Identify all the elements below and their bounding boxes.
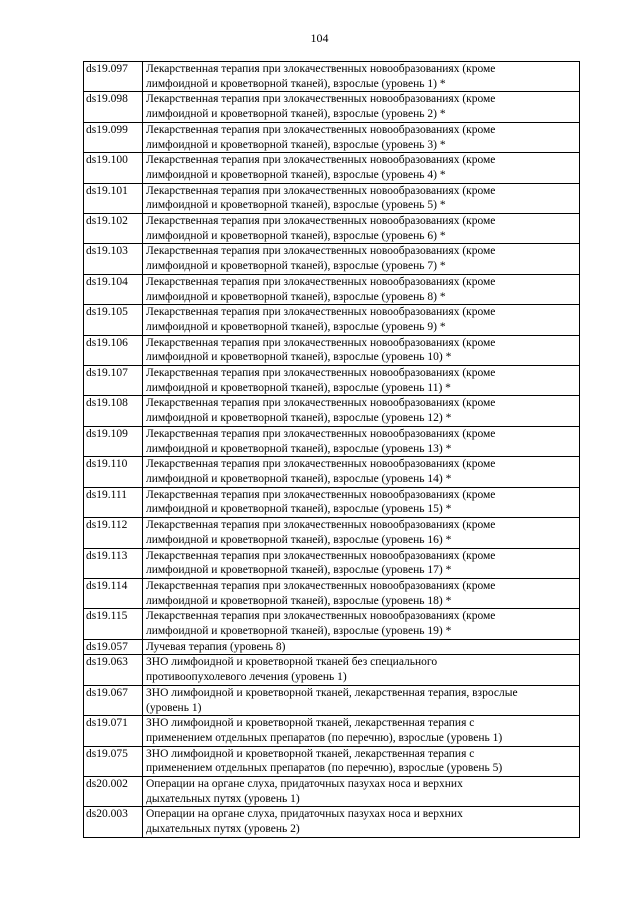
description-line: лимфоидной и кроветворной тканей), взрослые (уровень 3) *: [146, 138, 446, 151]
row-description: [143, 746, 580, 776]
description-line: лимфоидной и кроветворной тканей), взрослые (уровень 9) *: [146, 320, 446, 333]
row-code: ds19.067: [84, 685, 143, 715]
table-row: [84, 685, 580, 715]
table-row: [84, 609, 580, 639]
description-line: лимфоидной и кроветворной тканей), взрослые (уровень 15) *: [146, 503, 452, 516]
table-row: [84, 305, 580, 335]
row-description: [143, 183, 580, 213]
row-description: [143, 62, 580, 92]
description-line: лимфоидной и кроветворной тканей), взрослые (уровень 1) *: [146, 77, 446, 90]
description-line: Лекарственная терапия при злокачественных новообразованиях (кроме: [146, 63, 496, 75]
description-line: Лекарственная терапия при злокачественных новообразованиях (кроме: [146, 184, 496, 197]
codes-table: [83, 61, 580, 838]
row-description: [143, 639, 580, 655]
description-line: лимфоидной и кроветворной тканей), взрослые (уровень 17) *: [146, 564, 452, 577]
row-code: ds19.100: [84, 153, 143, 183]
description-line: Лекарственная терапия при злокачественных новообразованиях (кроме: [146, 306, 496, 319]
description-line: лимфоидной и кроветворной тканей), взрослые (уровень 10) *: [146, 351, 452, 364]
table-row: [84, 716, 580, 746]
row-description: [143, 335, 580, 365]
description-line: Лекарственная терапия при злокачественных новообразованиях (кроме: [146, 519, 496, 532]
description-line: ЗНО лимфоидной и кроветворной тканей, лекарственная терапия с: [146, 717, 475, 730]
row-description: [143, 548, 580, 578]
row-description: [143, 457, 580, 487]
table-row: [84, 807, 580, 837]
description-line: Лекарственная терапия при злокачественных новообразованиях (кроме: [146, 215, 496, 228]
description-line: Лекарственная терапия при злокачественных новообразованиях (кроме: [146, 397, 496, 410]
table-row: [84, 274, 580, 304]
description-line: ЗНО лимфоидной и кроветворной тканей, лекарственная терапия с: [146, 747, 475, 760]
row-code: ds19.098: [84, 92, 143, 122]
description-line: Операции на органе слуха, придаточных пазухах носа и верхних: [146, 808, 463, 821]
row-description: [143, 244, 580, 274]
description-line: противоопухолевого лечения (уровень 1): [146, 671, 347, 684]
row-description: [143, 807, 580, 837]
row-description: [143, 153, 580, 183]
description-line: Лекарственная терапия при злокачественных новообразованиях (кроме: [146, 427, 496, 440]
description-line: Лучевая терапия (уровень 8): [146, 640, 286, 653]
description-line: Лекарственная терапия при злокачественных новообразованиях (кроме: [146, 610, 496, 623]
description-line: лимфоидной и кроветворной тканей), взрослые (уровень 11) *: [146, 381, 451, 394]
row-description: [143, 305, 580, 335]
row-code: ds19.099: [84, 122, 143, 152]
table-row: [84, 335, 580, 365]
page-number: 104: [310, 31, 329, 45]
row-description: [143, 366, 580, 396]
row-code: ds19.071: [84, 716, 143, 746]
description-line: ЗНО лимфоидной и кроветворной тканей без специального: [146, 656, 438, 669]
description-line: лимфоидной и кроветворной тканей), взрослые (уровень 7) *: [146, 260, 446, 273]
row-code: ds20.002: [84, 777, 143, 807]
row-description: [143, 487, 580, 517]
table-row: [84, 548, 580, 578]
description-line: Лекарственная терапия при злокачественных новообразованиях (кроме: [146, 458, 496, 471]
row-code: ds19.102: [84, 214, 143, 244]
description-line: Лекарственная терапия при злокачественных новообразованиях (кроме: [146, 93, 496, 106]
row-code: ds19.063: [84, 655, 143, 685]
table-row: [84, 746, 580, 776]
row-description: [143, 655, 580, 685]
row-code: ds20.003: [84, 807, 143, 837]
row-description: [143, 518, 580, 548]
description-line: Лекарственная терапия при злокачественных новообразованиях (кроме: [146, 245, 496, 258]
row-code: ds19.105: [84, 305, 143, 335]
table-row: [84, 639, 580, 655]
table-row: [84, 62, 580, 92]
description-line: дыхательных путях (уровень 1): [146, 792, 300, 805]
table-row: [84, 214, 580, 244]
description-line: лимфоидной и кроветворной тканей), взрослые (уровень 4) *: [146, 168, 446, 181]
row-code: ds19.057: [84, 639, 143, 655]
row-code: ds19.114: [84, 578, 143, 608]
description-line: лимфоидной и кроветворной тканей), взрослые (уровень 2) *: [146, 108, 446, 121]
table-row: [84, 457, 580, 487]
row-description: [143, 274, 580, 304]
description-line: лимфоидной и кроветворной тканей), взрослые (уровень 14) *: [146, 472, 452, 485]
description-line: лимфоидной и кроветворной тканей), взрослые (уровень 6) *: [146, 229, 446, 242]
description-line: лимфоидной и кроветворной тканей), взрослые (уровень 19) *: [146, 625, 452, 638]
description-line: лимфоидной и кроветворной тканей), взрослые (уровень 16) *: [146, 533, 452, 546]
row-description: [143, 396, 580, 426]
row-code: ds19.109: [84, 426, 143, 456]
row-code: ds19.113: [84, 548, 143, 578]
table-row: [84, 655, 580, 685]
row-code: ds19.097: [84, 62, 143, 92]
description-line: применением отдельных препаратов (по перечню), взрослые (уровень 1): [146, 731, 503, 744]
description-line: дыхательных путях (уровень 2): [146, 823, 300, 836]
description-line: лимфоидной и кроветворной тканей), взрослые (уровень 12) *: [146, 412, 452, 425]
row-code: ds19.108: [84, 396, 143, 426]
description-line: Лекарственная терапия при злокачественных новообразованиях (кроме: [146, 488, 496, 501]
row-code: ds19.110: [84, 457, 143, 487]
description-line: Лекарственная терапия при злокачественных новообразованиях (кроме: [146, 549, 496, 562]
table-row: [84, 366, 580, 396]
row-code: ds19.104: [84, 274, 143, 304]
row-description: [143, 122, 580, 152]
row-description: [143, 609, 580, 639]
description-line: ЗНО лимфоидной и кроветворной тканей, лекарственная терапия, взрослые: [146, 686, 518, 699]
row-description: [143, 92, 580, 122]
row-code: ds19.107: [84, 366, 143, 396]
table-row: [84, 487, 580, 517]
row-code: ds19.111: [84, 487, 143, 517]
row-description: [143, 426, 580, 456]
table-row: [84, 92, 580, 122]
description-line: (уровень 1): [146, 701, 202, 714]
description-line: применением отдельных препаратов (по перечню), взрослые (уровень 5): [146, 762, 503, 775]
table-row: [84, 396, 580, 426]
table-row: [84, 153, 580, 183]
table-row: [84, 244, 580, 274]
row-code: ds19.115: [84, 609, 143, 639]
description-line: Лекарственная терапия при злокачественных новообразованиях (кроме: [146, 579, 496, 592]
codes-table-body: [84, 62, 580, 838]
row-code: ds19.106: [84, 335, 143, 365]
description-line: Операции на органе слуха, придаточных пазухах носа и верхних: [146, 778, 463, 791]
table-row: [84, 777, 580, 807]
row-code: ds19.103: [84, 244, 143, 274]
description-line: лимфоидной и кроветворной тканей), взрослые (уровень 8) *: [146, 290, 446, 303]
table-row: [84, 183, 580, 213]
description-line: Лекарственная терапия при злокачественных новообразованиях (кроме: [146, 275, 496, 288]
description-line: лимфоидной и кроветворной тканей), взрослые (уровень 5) *: [146, 199, 446, 212]
table-row: [84, 122, 580, 152]
description-line: Лекарственная терапия при злокачественных новообразованиях (кроме: [146, 367, 496, 380]
table-row: [84, 426, 580, 456]
row-description: [143, 716, 580, 746]
description-line: Лекарственная терапия при злокачественных новообразованиях (кроме: [146, 154, 496, 167]
description-line: лимфоидной и кроветворной тканей), взрослые (уровень 18) *: [146, 594, 452, 607]
row-code: ds19.075: [84, 746, 143, 776]
row-description: [143, 578, 580, 608]
table-row: [84, 518, 580, 548]
row-description: [143, 777, 580, 807]
row-code: ds19.101: [84, 183, 143, 213]
row-description: [143, 685, 580, 715]
row-code: ds19.112: [84, 518, 143, 548]
description-line: Лекарственная терапия при злокачественных новообразованиях (кроме: [146, 123, 496, 136]
table-row: [84, 578, 580, 608]
row-description: [143, 214, 580, 244]
description-line: Лекарственная терапия при злокачественных новообразованиях (кроме: [146, 336, 496, 349]
description-line: лимфоидной и кроветворной тканей), взрослые (уровень 13) *: [146, 442, 452, 455]
